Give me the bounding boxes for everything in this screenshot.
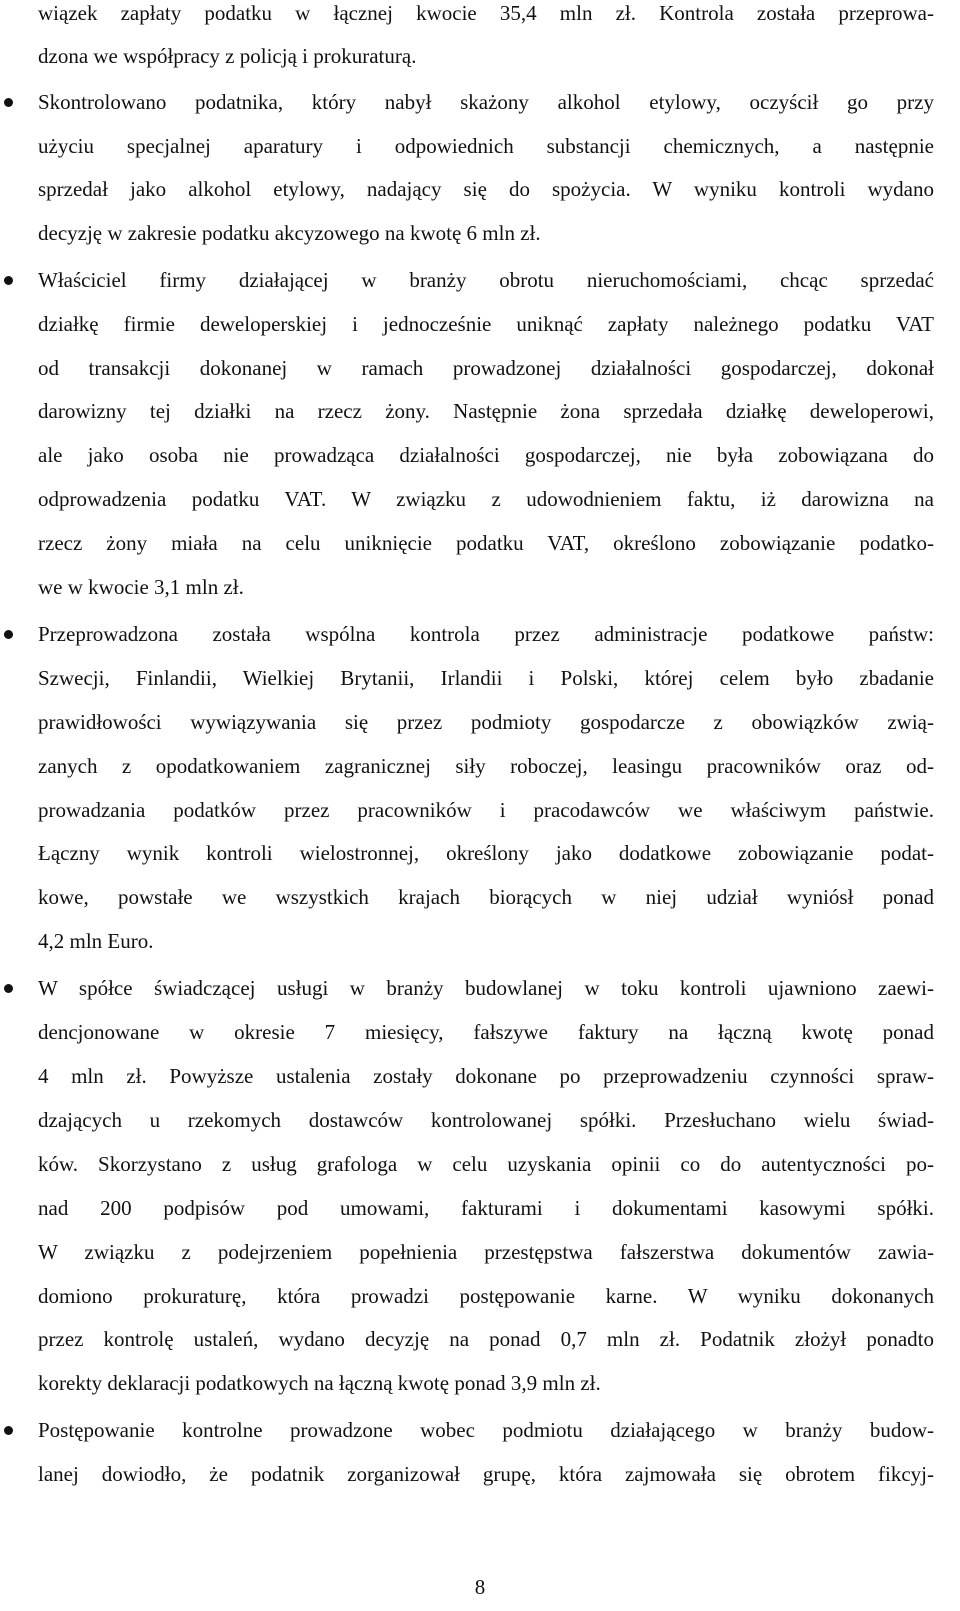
text-line: dzona we współpracy z policją i prokuraturą.: [38, 44, 417, 68]
bullet-icon: [4, 1426, 13, 1435]
page-number: 8: [474, 1575, 486, 1599]
text-line: nad 200 podpisów pod umowami, fakturami i dokumentami kasowymi spółki.: [38, 1196, 934, 1220]
text-line: 4 mln zł. Powyższe ustalenia zostały dokonane po przeprowadzeniu czynności spraw-: [38, 1064, 934, 1088]
text-line: zanych z opodatkowaniem zagranicznej siły roboczej, leasingu pracowników oraz od-: [38, 754, 934, 778]
text-line: Skontrolowano podatnika, który nabył skażony alkohol etylowy, oczyścił go przy: [38, 90, 934, 114]
text-line: decyzję w zakresie podatku akcyzowego na kwotę 6 mln zł.: [38, 221, 541, 245]
text-line: Przeprowadzona została wspólna kontrola przez administracje podatkowe państw:: [38, 622, 934, 646]
text-line: prowadzania podatków przez pracowników i pracodawców we właściwym państwie.: [38, 798, 934, 822]
bullet-icon: [4, 98, 13, 107]
text-line: korekty deklaracji podatkowych na łączną kwotę ponad 3,9 mln zł.: [38, 1371, 601, 1395]
text-line: wiązek zapłaty podatku w łącznej kwocie 35,4 mln zł. Kontrola została przeprowa-: [38, 1, 934, 25]
text-line: lanej dowiodło, że podatnik zorganizował grupę, która zajmowała się obrotem fikcyj-: [38, 1462, 934, 1486]
text-line: domiono prokuraturę, która prowadzi postępowanie karne. W wyniku dokonanych: [38, 1284, 934, 1308]
text-line: kowe, powstałe we wszystkich krajach biorących w niej udział wyniósł ponad: [38, 885, 934, 909]
text-line: sprzedał jako alkohol etylowy, nadający się do spożycia. W wyniku kontroli wydano: [38, 177, 934, 201]
text-line: Szwecji, Finlandii, Wielkiej Brytanii, Irlandii i Polski, której celem było zbadanie: [38, 666, 934, 690]
text-line: przez kontrolę ustaleń, wydano decyzję na ponad 0,7 mln zł. Podatnik złożył ponadto: [38, 1327, 934, 1351]
text-line: Postępowanie kontrolne prowadzone wobec podmiotu działającego w branży budow-: [38, 1418, 934, 1442]
text-line: W związku z podejrzeniem popełnienia przestępstwa fałszerstwa dokumentów zawia-: [38, 1240, 934, 1264]
bullet-icon: [4, 984, 13, 993]
text-line: odprowadzenia podatku VAT. W związku z udowodnieniem faktu, iż darowizna na: [38, 487, 934, 511]
text-line: dencjonowane w okresie 7 miesięcy, fałszywe faktury na łączną kwotę ponad: [38, 1020, 934, 1044]
text-line: W spółce świadczącej usługi w branży budowlanej w toku kontroli ujawniono zaewi-: [38, 976, 934, 1000]
text-line: dzających u rzekomych dostawców kontrolowanej spółki. Przesłuchano wielu świad-: [38, 1108, 934, 1132]
text-line: we w kwocie 3,1 mln zł.: [38, 575, 244, 599]
text-line: od transakcji dokonanej w ramach prowadzonej działalności gospodarczej, dokonał: [38, 356, 934, 380]
text-line: Łączny wynik kontroli wielostronnej, określony jako dodatkowe zobowiązanie podat-: [38, 841, 934, 865]
text-line: rzecz żony miała na celu uniknięcie podatku VAT, określono zobowiązanie podatko-: [38, 531, 934, 555]
text-line: darowizny tej działki na rzecz żony. Następnie żona sprzedała działkę deweloperowi,: [38, 399, 934, 423]
text-line: działkę firmie deweloperskiej i jednocześnie uniknąć zapłaty należnego podatku VAT: [38, 312, 934, 336]
text-line: ków. Skorzystano z usług grafologa w celu uzyskania opinii co do autentyczności po-: [38, 1152, 934, 1176]
bullet-icon: [4, 276, 13, 285]
text-line: ale jako osoba nie prowadząca działalności gospodarczej, nie była zobowiązana do: [38, 443, 934, 467]
text-line: Właściciel firmy działającej w branży obrotu nieruchomościami, chcąc sprzedać: [38, 268, 934, 292]
text-line: prawidłowości wywiązywania się przez podmioty gospodarcze z obowiązków zwią-: [38, 710, 934, 734]
bullet-icon: [4, 630, 13, 639]
text-line: 4,2 mln Euro.: [38, 929, 154, 953]
text-line: użyciu specjalnej aparatury i odpowiednich substancji chemicznych, a następnie: [38, 134, 934, 158]
